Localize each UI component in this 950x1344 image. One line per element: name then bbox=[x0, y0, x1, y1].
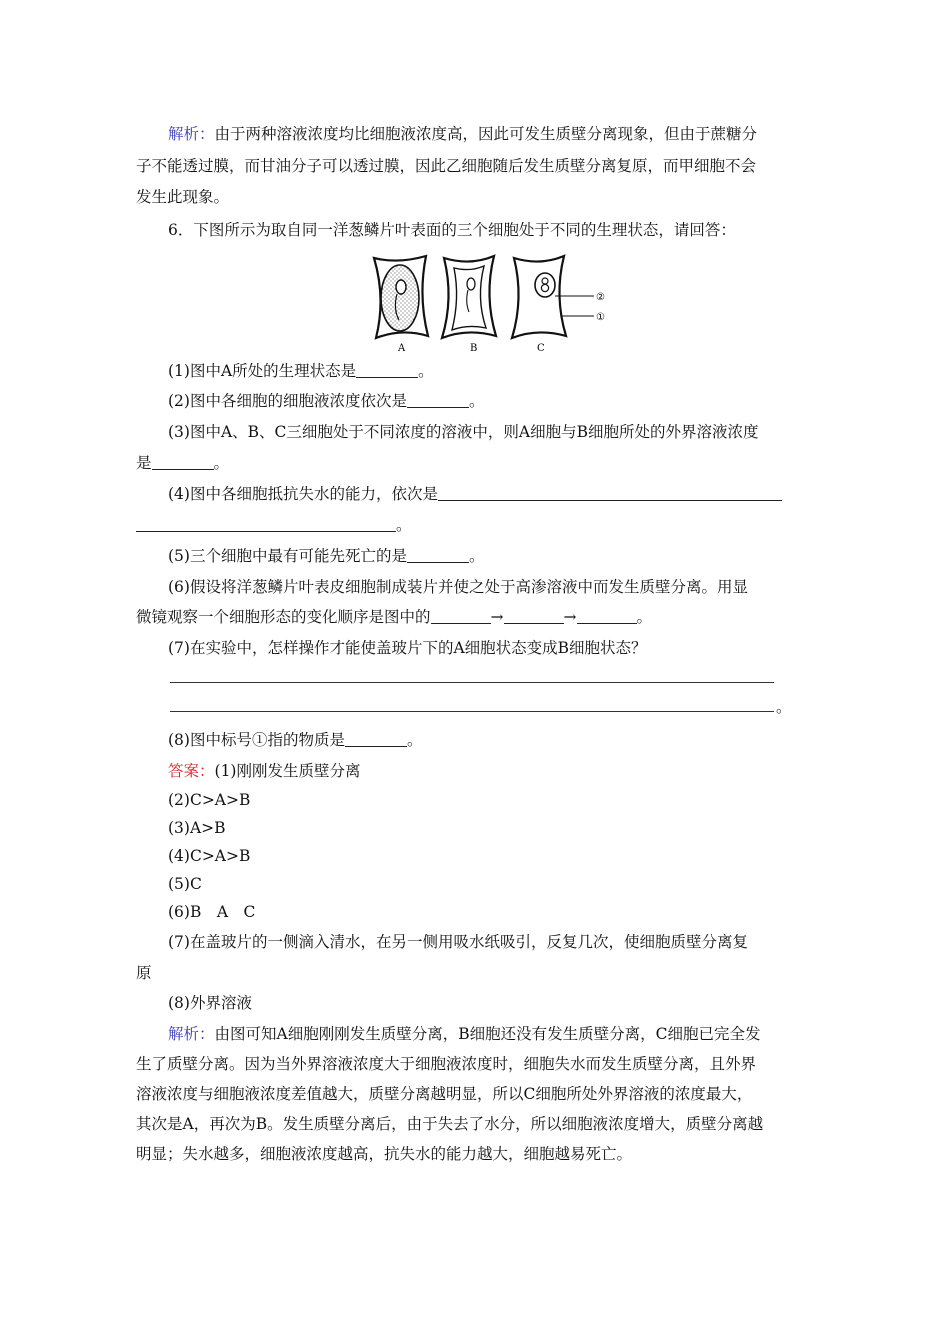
arrow: → bbox=[563, 608, 577, 626]
answer-5: (5)C bbox=[168, 875, 202, 893]
question-1: (1)图中A所处的生理状态是 。 bbox=[168, 362, 434, 380]
analysis-line-4: 其次是A，再次为B。发生质壁分离后，由于失去了水分，所以细胞液浓度增大，质壁分离越 bbox=[136, 1115, 764, 1133]
answer-blank[interactable] bbox=[577, 609, 637, 624]
answer-blank[interactable] bbox=[152, 455, 214, 470]
answer-6: (6)B A C bbox=[168, 903, 256, 921]
question-8: (8)图中标号①指的物质是 。 bbox=[168, 731, 423, 749]
marker-2: ② bbox=[596, 292, 605, 303]
cell-label-a: A bbox=[398, 343, 406, 354]
cell-label-c: C bbox=[537, 343, 545, 354]
question-3-line-2: 是 。 bbox=[136, 454, 230, 472]
question-3-line-1: (3)图中A、B、C三细胞处于不同浓度的溶液中，则A细胞与B细胞所处的外界溶液浓度 bbox=[168, 423, 759, 441]
question-6-line-2: 微镜观察一个细胞形态的变化顺序是图中的 → → 。 bbox=[136, 608, 653, 626]
answer-blank[interactable] bbox=[504, 609, 564, 624]
question-2: (2)图中各细胞的细胞液浓度依次是 。 bbox=[168, 392, 485, 410]
answer-1: 答案：(1)刚刚发生质壁分离 bbox=[168, 762, 361, 780]
cell-b bbox=[442, 256, 496, 338]
cell-c bbox=[512, 256, 594, 338]
analysis-line-5: 明显；失水越多，细胞液浓度越高，抗失水的能力越大，细胞越易死亡。 bbox=[136, 1145, 633, 1163]
analysis-line-1: 解析：由图可知A细胞刚刚发生质壁分离，B细胞还没有发生质壁分离，C细胞已完全发 bbox=[168, 1025, 761, 1043]
answer-4: (4)C>A>B bbox=[168, 847, 251, 865]
answer-blank[interactable] bbox=[356, 363, 418, 378]
answer-blank[interactable] bbox=[407, 393, 469, 408]
question-4-continued: 。 bbox=[136, 515, 816, 535]
question-5: (5)三个细胞中最有可能先死亡的是 。 bbox=[168, 547, 485, 565]
analysis-line-3: 溶液浓度与细胞液浓度差值越大，质壁分离越明显，所以C细胞所处外界溶液的浓度最大， bbox=[136, 1085, 753, 1103]
answer-7-line-1: (7)在盖玻片的一侧滴入清水，在另一侧用吸水纸吸引，反复几次，使细胞质壁分离复 bbox=[168, 933, 748, 951]
arrow: → bbox=[490, 608, 504, 626]
question-6-line-1: (6)假设将洋葱鳞片叶表皮细胞制成装片并使之处于高渗溶液中而发生质壁分离。用显 bbox=[168, 578, 748, 596]
period: 。 bbox=[776, 698, 792, 716]
analysis-line-2: 生了质壁分离。因为当外界溶液浓度大于细胞液浓度时，细胞失水而发生质壁分离，且外界 bbox=[136, 1055, 757, 1073]
answer-blank[interactable] bbox=[407, 548, 469, 563]
question-stem: 6．下图所示为取自同一洋葱鳞片叶表面的三个细胞处于不同的生理状态，请回答： bbox=[168, 221, 736, 239]
answer-blank[interactable] bbox=[438, 486, 782, 501]
intro-line-3: 发生此现象。 bbox=[136, 188, 230, 206]
answer-2: (2)C>A>B bbox=[168, 791, 251, 809]
intro-line-2: 子不能透过膜，而甘油分子可以透过膜，因此乙细胞随后发生质壁分离复原，而甲细胞不会 bbox=[136, 157, 757, 175]
marker-1: ① bbox=[596, 312, 605, 323]
analysis-label: 解析： bbox=[168, 1025, 215, 1043]
answer-3: (3)A>B bbox=[168, 819, 226, 837]
answer-blank[interactable] bbox=[431, 609, 491, 624]
answer-line[interactable] bbox=[170, 682, 774, 683]
analysis-label: 解析： bbox=[168, 125, 215, 143]
question-7: (7)在实验中，怎样操作才能使盖玻片下的A细胞状态变成B细胞状态？ bbox=[168, 639, 647, 657]
cell-a bbox=[374, 256, 428, 338]
answer-label: 答案： bbox=[168, 762, 215, 780]
answer-blank[interactable] bbox=[345, 732, 407, 747]
answer-7-line-2: 原 bbox=[136, 964, 152, 982]
question-4: (4)图中各细胞抵抗失水的能力，依次是 bbox=[168, 484, 816, 504]
intro-line-1: 解析：由于两种溶液浓度均比细胞液浓度高，因此可发生质壁分离现象，但由于蔗糖分 bbox=[168, 125, 758, 143]
cell-figure bbox=[368, 254, 618, 354]
answer-8: (8)外界溶液 bbox=[168, 994, 252, 1012]
cell-label-b: B bbox=[470, 343, 478, 354]
answer-line[interactable] bbox=[170, 711, 774, 712]
answer-blank[interactable] bbox=[136, 517, 396, 532]
